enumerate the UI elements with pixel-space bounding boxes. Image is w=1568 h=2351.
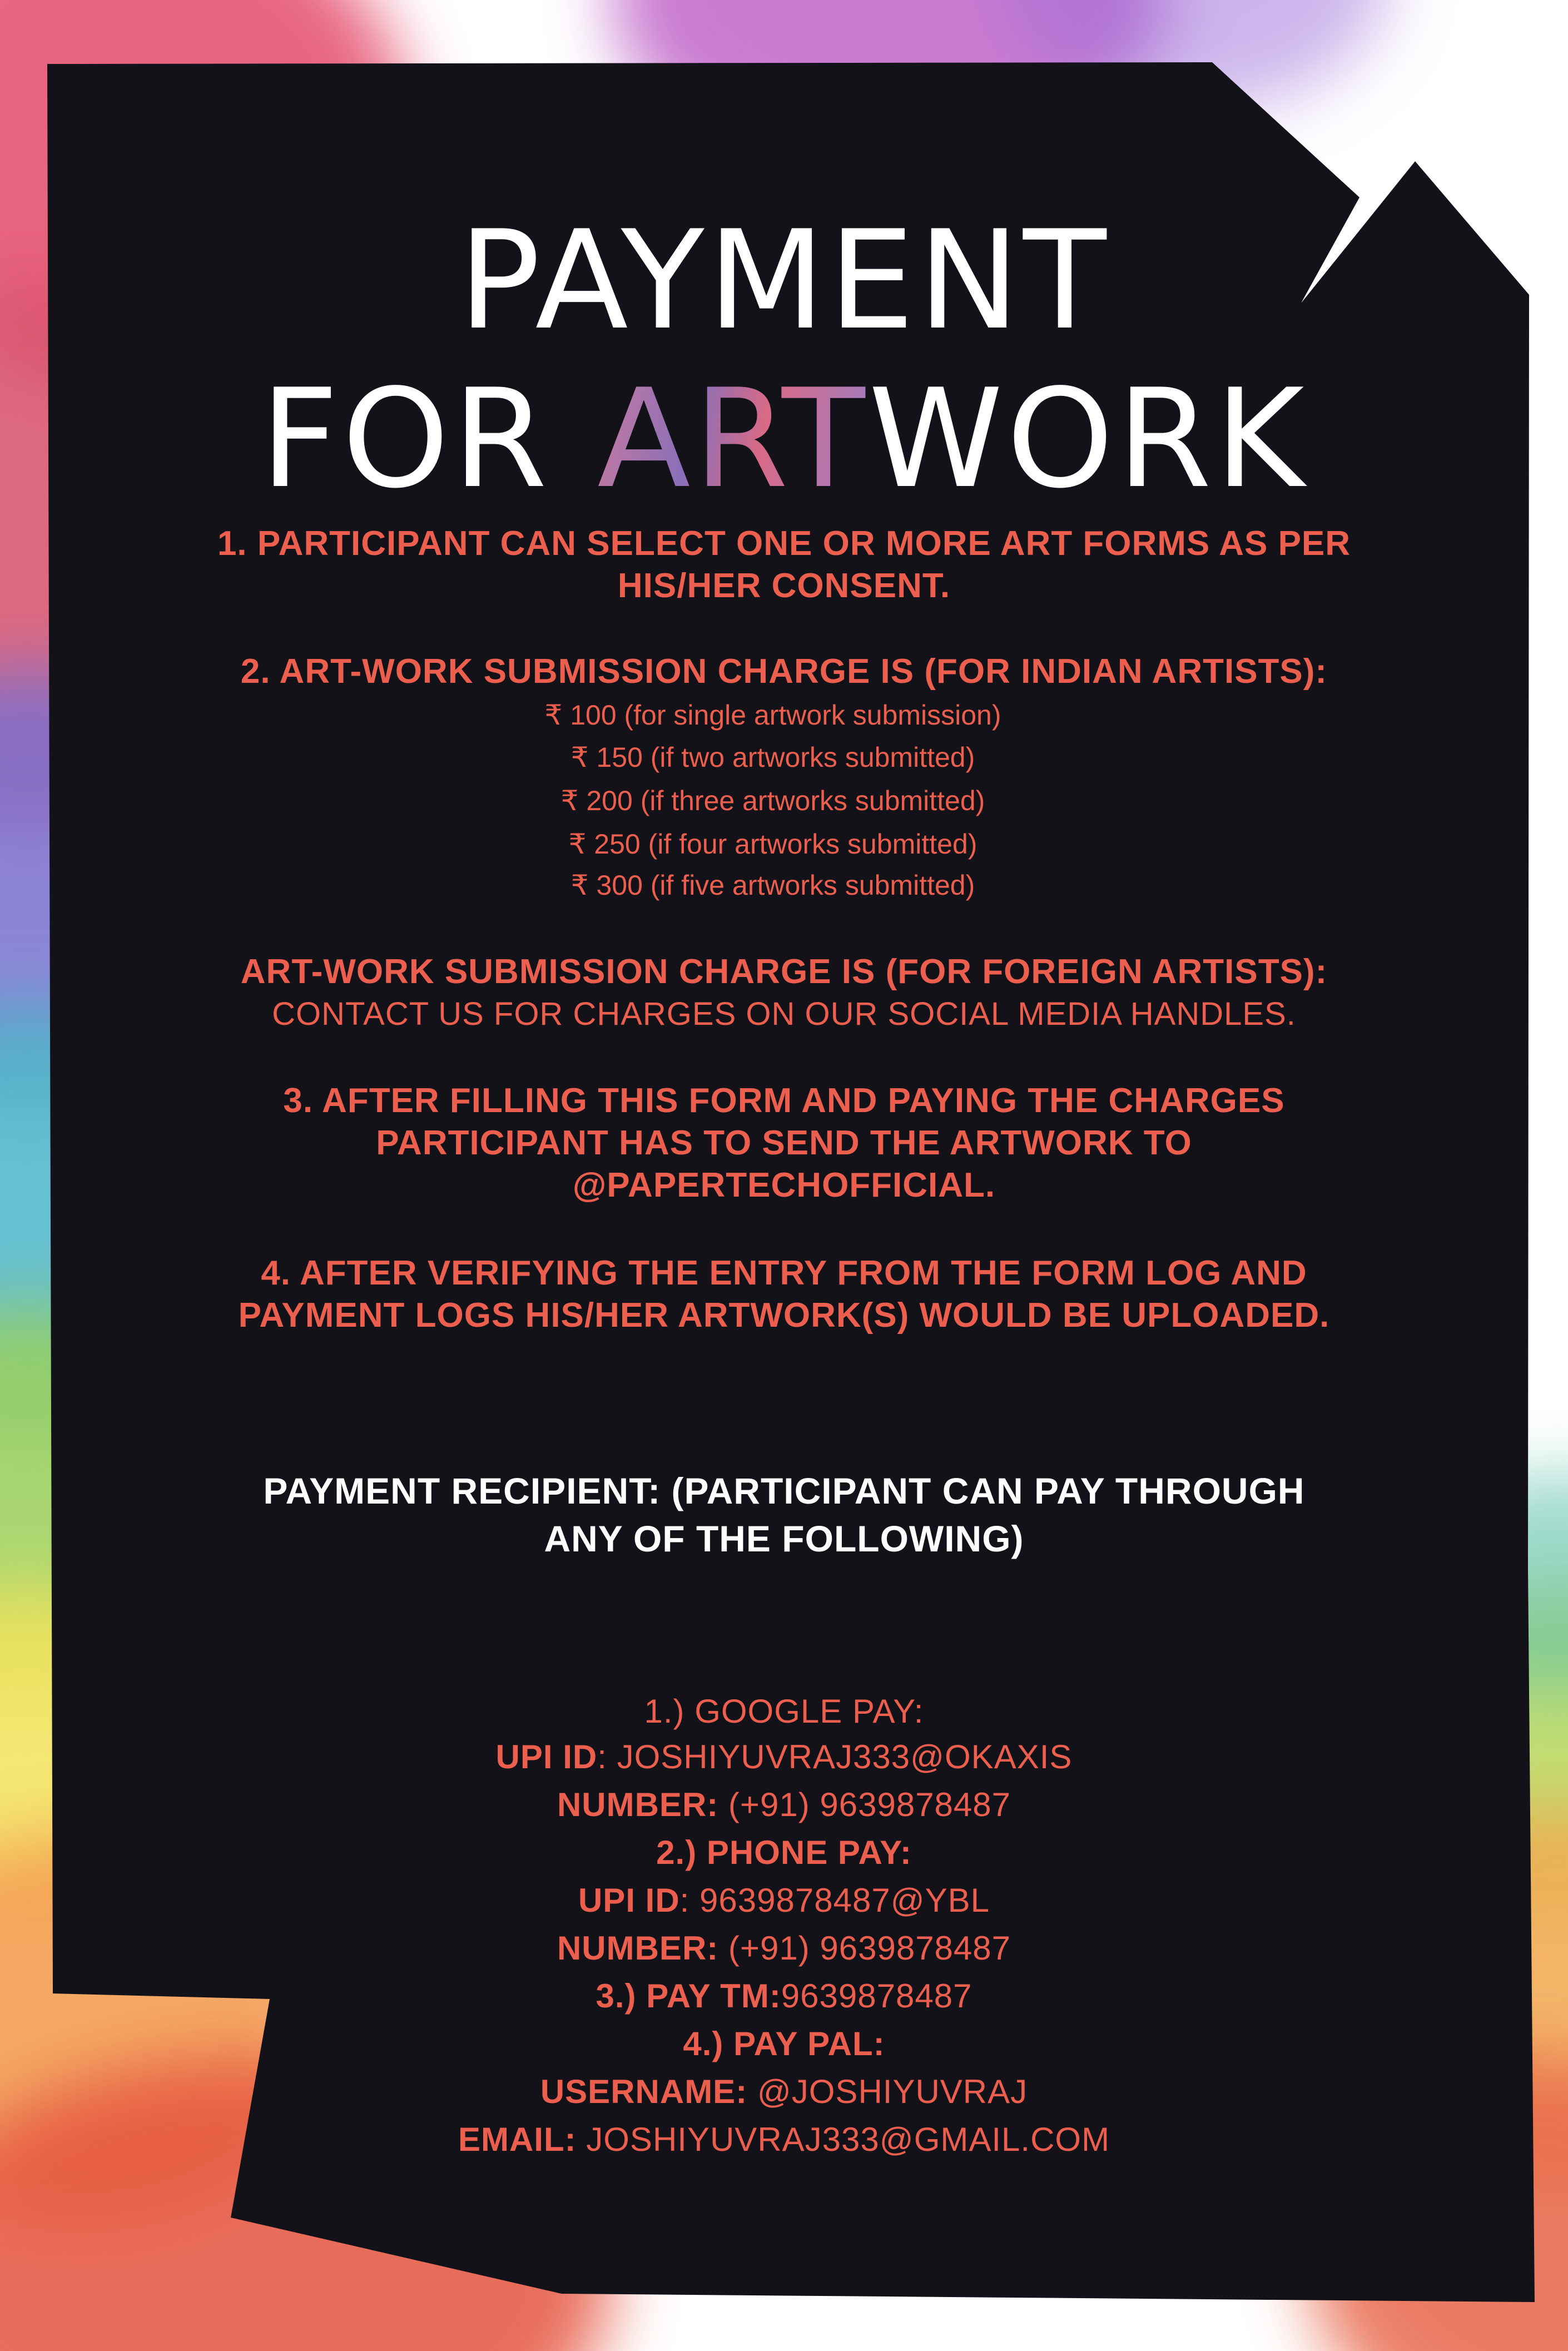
gpay-upi-value: : JOSHIYUVRAJ333@OKAXIS [597,1738,1073,1775]
foreign-heading: ART-WORK SUBMISSION CHARGE IS (FOR FOREIGN ARTISTS): [240,953,1328,991]
gpay-number-label: NUMBER: [557,1786,719,1823]
phonepe-upi-label: UPI ID [578,1882,680,1919]
gpay-number-value: (+91) 9639878487 [718,1786,1011,1823]
phonepe-upi [0,1876,1568,1925]
phonepe-number [0,1924,1568,1973]
rule-3-line-2: PARTICIPANT HAS TO SEND THE ARTWORK TO [376,1124,1192,1162]
title-art-accent: ART [597,360,869,518]
paypal-label-text: 4.) PAY PAL: [683,2025,885,2062]
rule-2-heading: 2. ART-WORK SUBMISSION CHARGE IS (FOR INDIAN ARTISTS): [240,652,1328,691]
paypal-username [0,2067,1568,2116]
price-two: ₹ 150 (if two artworks submitted) [570,742,975,773]
title-line-1: PAYMENT [458,201,1110,360]
phonepe-number-value: (+91) 9639878487 [718,1930,1011,1967]
rule-4-line-1: 4. AFTER VERIFYING THE ENTRY FROM THE FORM LOG AND [261,1254,1307,1292]
phonepe-number-label: NUMBER: [557,1930,719,1967]
price-five: ₹ 300 (if five artworks submitted) [570,870,975,901]
gpay-upi-label: UPI ID [495,1738,598,1775]
paypal-label [0,2020,1568,2069]
recipient-heading-line-2: ANY OF THE FOLLOWING) [544,1518,1024,1559]
rule-4-line-2: PAYMENT LOGS HIS/HER ARTWORK(S) WOULD BE UPLOADED. [238,1296,1330,1335]
price-three: ₹ 200 (if three artworks submitted) [560,785,985,816]
paytm-value: 9639878487 [781,1977,972,2015]
paypal-username-label: USERNAME: [540,2073,748,2110]
gpay-number [0,1780,1568,1829]
paypal-email-value: JOSHIYUVRAJ333@GMAIL.COM [576,2121,1110,2158]
rule-1-line-2: HIS/HER CONSENT. [617,567,951,605]
title-line-2 [0,360,1568,518]
gpay-label: 1.) GOOGLE PAY: [644,1693,924,1730]
phonepe-label-text: 2.) PHONE PAY: [656,1834,912,1871]
phonepe-label [0,1828,1568,1877]
paypal-email-label: EMAIL: [458,2121,577,2158]
rule-1-line-1: 1. PARTICIPANT CAN SELECT ONE OR MORE ART FORMS AS PER [217,524,1351,563]
rule-3-line-1: 3. AFTER FILLING THIS FORM AND PAYING THE CHARGES [283,1082,1285,1120]
price-four: ₹ 250 (if four artworks submitted) [568,829,977,860]
foreign-text: CONTACT US FOR CHARGES ON OUR SOCIAL MEDIA HANDLES. [272,996,1296,1032]
paypal-username-value: @JOSHIYUVRAJ [747,2073,1028,2110]
title-for: FOR [260,360,598,518]
rule-3-line-3: @PAPERTECHOFFICIAL. [572,1166,996,1204]
gpay-upi [0,1733,1568,1782]
title-work: WORK [868,360,1308,518]
paytm [0,1972,1568,2021]
recipient-heading-line-1: PAYMENT RECIPIENT: (PARTICIPANT CAN PAY THROUGH [263,1470,1305,1511]
phonepe-upi-value: : 9639878487@YBL [679,1882,990,1919]
paypal-email [0,2115,1568,2164]
paytm-label: 3.) PAY TM: [596,1977,781,2015]
price-single: ₹ 100 (for single artwork submission) [544,700,1001,731]
